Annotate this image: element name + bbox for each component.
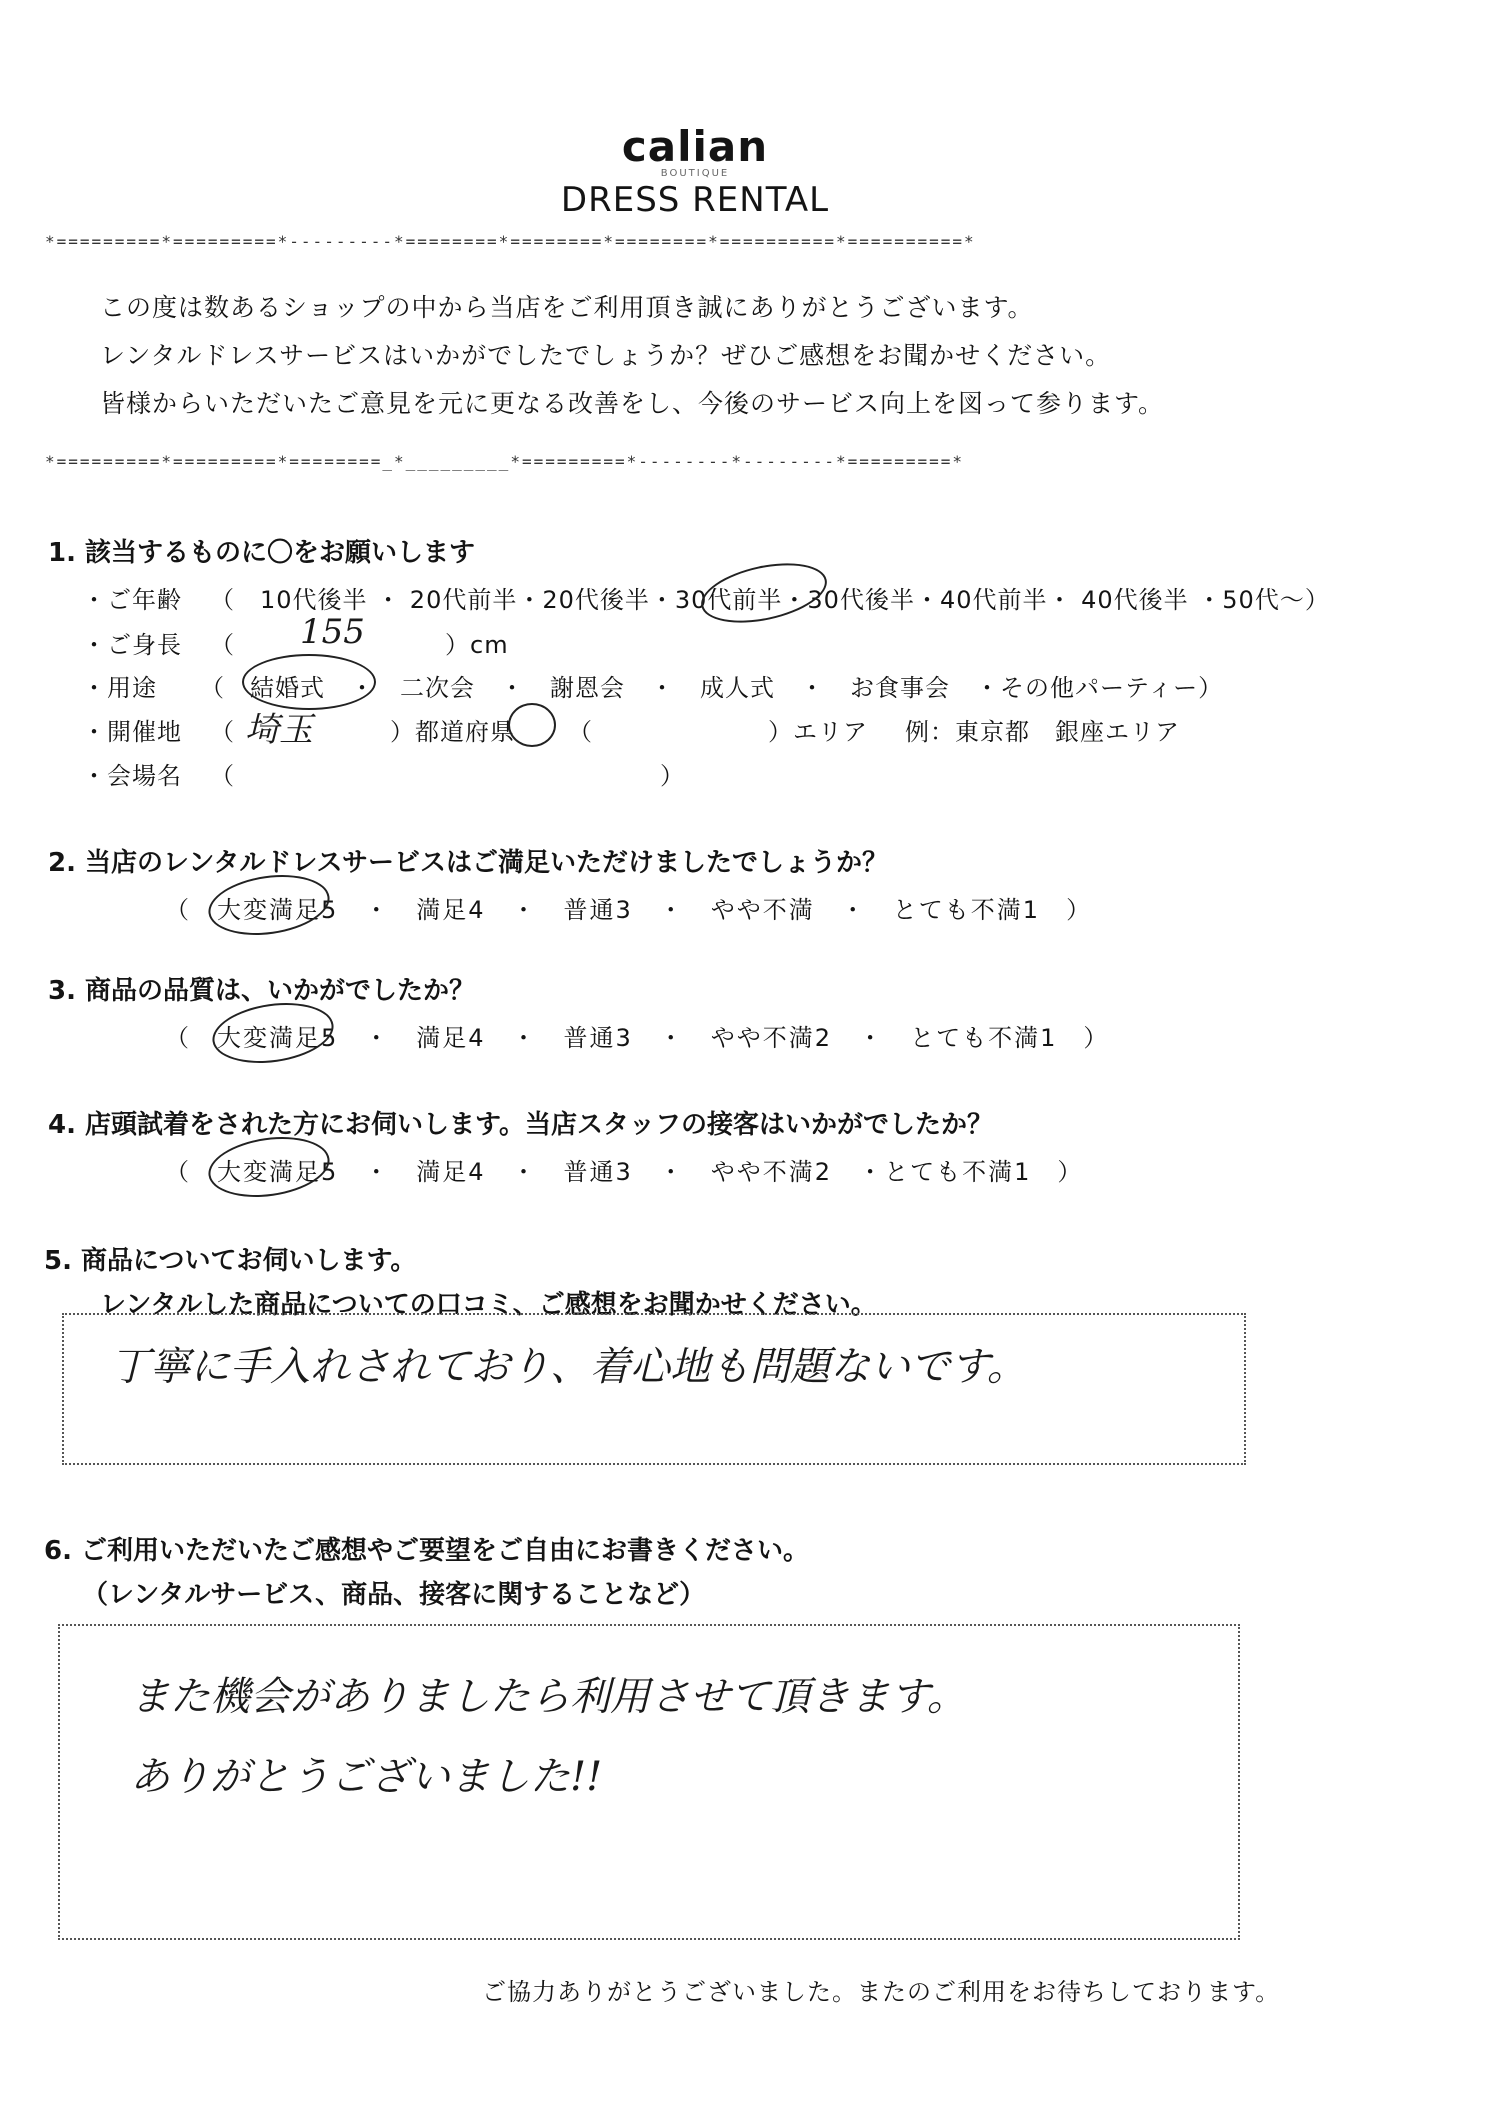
q6-answer-line-1: また機会がありましたら利用させて頂きます。 <box>130 1674 967 1720</box>
venue-prefecture-value: 埼玉 <box>245 710 313 750</box>
q5-subheading: レンタルした商品についての口コミ、ご感想をお聞かせください。 <box>100 1290 877 1320</box>
q6-subheading: （レンタルサービス、商品、接客に関することなど） <box>82 1580 706 1610</box>
venue-name-label: ・会場名 <box>82 762 182 790</box>
venue-area-open-paren: （ <box>210 718 235 746</box>
q5-heading: 5. 商品についてお伺いします。 <box>44 1246 417 1276</box>
q2-heading: 2. 当店のレンタルドレスサービスはご満足いただけましたでしょうか？ <box>48 848 889 878</box>
q6-heading: 6. ご利用いただいたご感想やご要望をご自由にお書きください。 <box>44 1536 810 1566</box>
height-open-paren: （ <box>210 631 235 659</box>
q3-options: （ 大変満足5 ・ 満足4 ・ 普通3 ・ やや不満2 ・ とても不満1 ） <box>165 1024 1110 1052</box>
intro-line-3: 皆様からいただいたご意見を元に更なる改善をし、今後のサービス向上を図って参ります。 <box>100 389 1165 418</box>
age-selection-circle <box>696 553 832 632</box>
purpose-label: ・用途 <box>82 674 157 702</box>
q2-options: （ 大変満足5 ・ 満足4 ・ 普通3 ・ やや不満 ・ とても不満1 ） <box>165 896 1093 924</box>
venue-area-example: 例：東京都 銀座エリア <box>905 718 1180 746</box>
intro-line-1: この度は数あるショップの中から当店をご利用頂き誠にありがとうございます。 <box>100 293 1034 322</box>
venue-area-blank: （ ）エリア <box>568 718 868 746</box>
height-unit: ）cm <box>445 631 509 659</box>
q4-options: （ 大変満足5 ・ 満足4 ・ 普通3 ・ やや不満2 ・とても不満1 ） <box>165 1158 1084 1186</box>
q3-heading: 3. 商品の品質は、いかがでしたか？ <box>48 976 476 1006</box>
separator-top: *=========*=========*---------*========*========*========*==========*==========* <box>45 232 976 251</box>
prefecture-selection-circle <box>508 703 556 747</box>
venue-name-field: （ ） <box>210 762 685 790</box>
age-options: （ 10代後半 ・ 20代前半・20代後半・30代前半・30代後半・40代前半・ 40代後半 ・50代～） <box>210 586 1330 614</box>
height-value: 155 <box>300 612 365 652</box>
age-label: ・ご年齢 <box>82 586 182 614</box>
q1-heading: 1. 該当するものに〇をお願いします <box>48 538 476 568</box>
q4-heading: 4. 店頭試着をされた方にお伺いします。当店スタッフの接客はいかがでしたか？ <box>48 1110 993 1140</box>
q5-answer-text: 丁寧に手入れされており、着心地も問題ないです。 <box>110 1344 1027 1390</box>
venue-prefecture-suffix: ）都道府県 <box>390 718 515 746</box>
purpose-options: （ 結婚式 ・ 二次会 ・ 謝恩会 ・ 成人式 ・ お食事会 ・その他パーティー） <box>200 674 1224 702</box>
brand-logo-sub: BOUTIQUE <box>660 168 730 179</box>
q6-answer-line-2: ありがとうございました!! <box>130 1754 603 1800</box>
height-label: ・ご身長 <box>82 631 182 659</box>
closing-message: ご協力ありがとうございました。またのご利用をお待ちしております。 <box>482 1978 1281 2006</box>
intro-line-2: レンタルドレスサービスはいかがでしたでしょうか？ぜひご感想をお聞かせください。 <box>100 341 1112 370</box>
brand-logo: calian <box>621 122 769 171</box>
service-title: DRESS RENTAL <box>560 180 830 220</box>
separator-bottom: *=========*=========*========_*_________*=========*--------*--------*=========* <box>45 452 964 471</box>
venue-area-label: ・開催地 <box>82 718 182 746</box>
